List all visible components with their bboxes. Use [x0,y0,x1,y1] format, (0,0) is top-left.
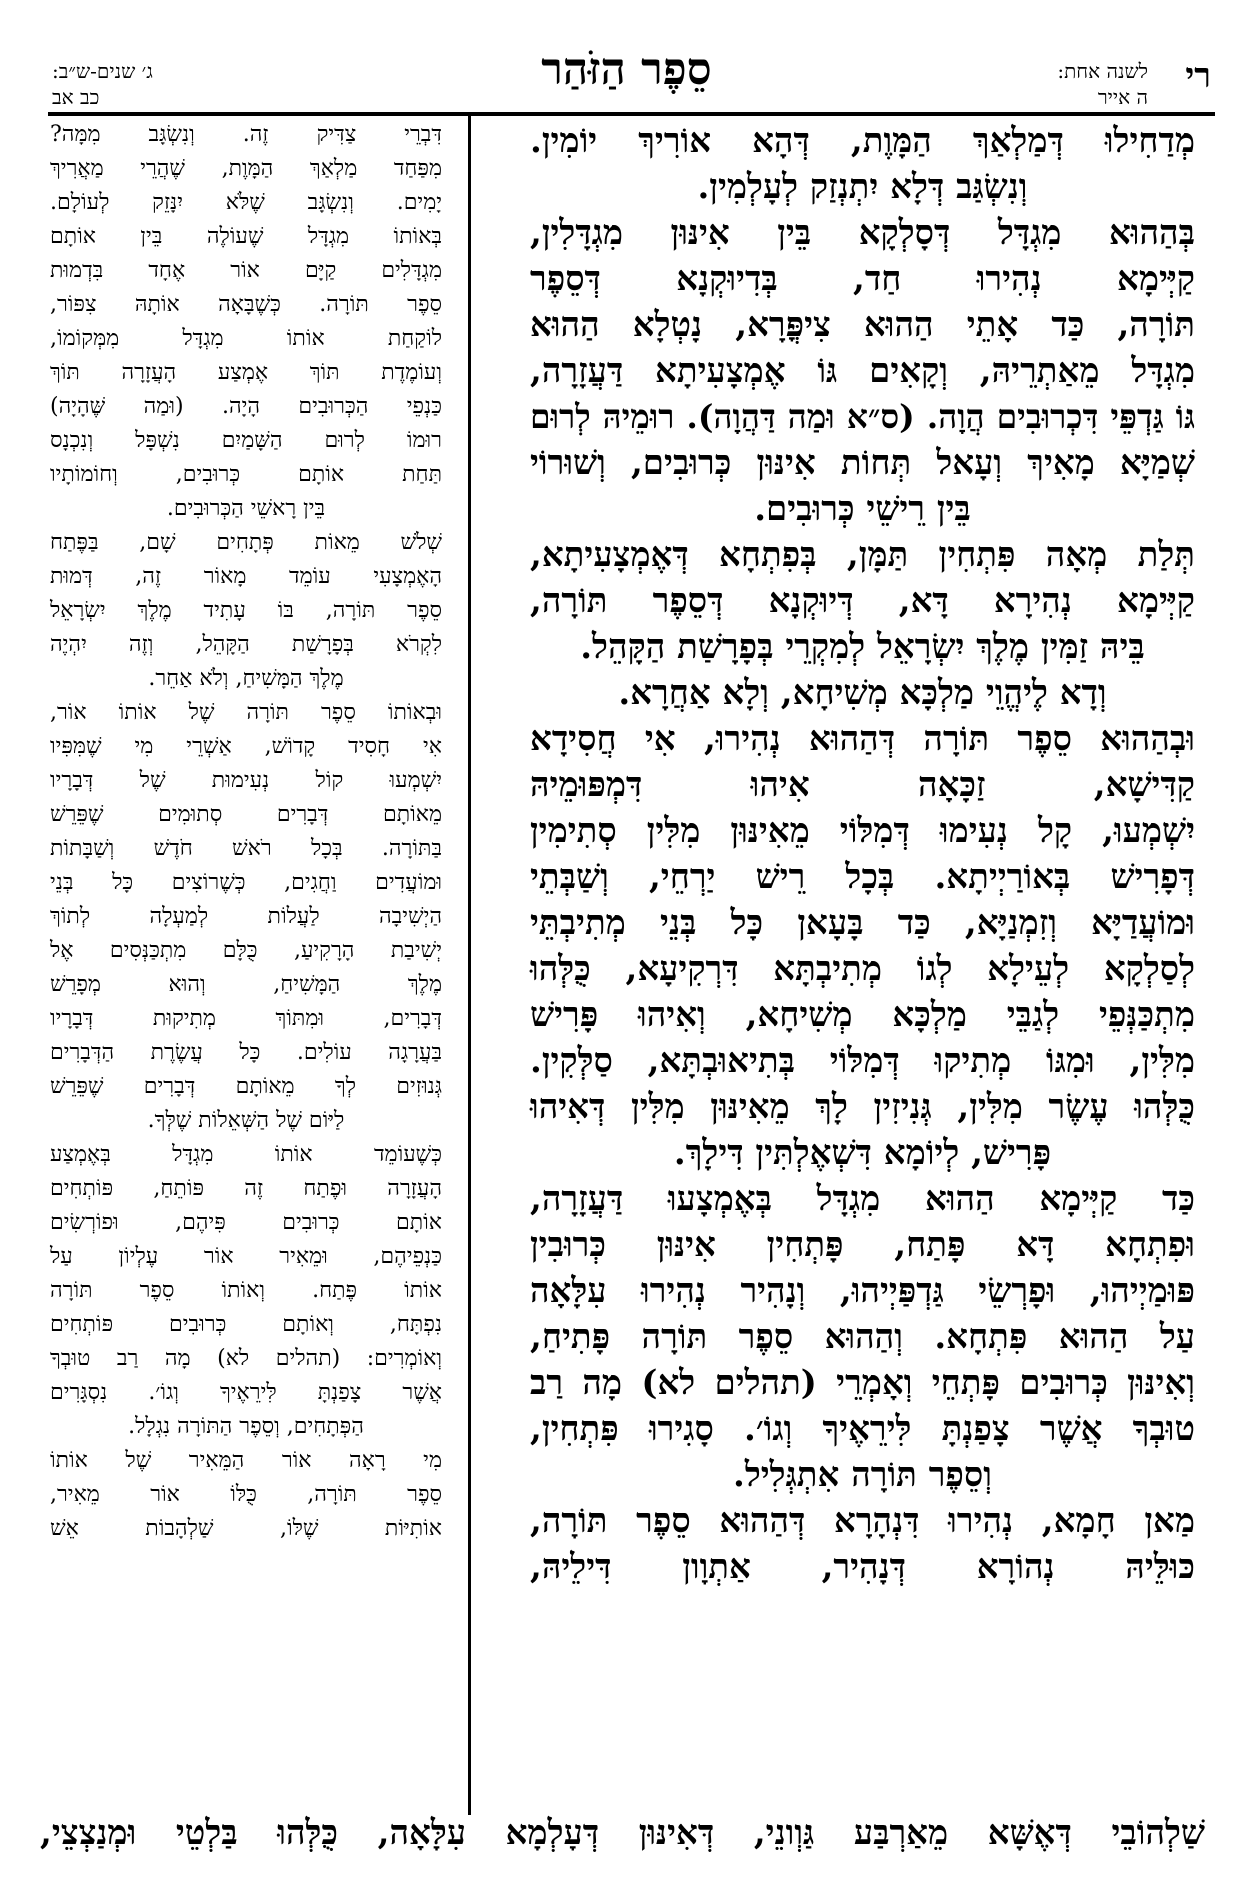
header-right-line2: ה אייר [1097,85,1148,109]
commentary-line: אוֹתוֹ פֶּתַח. וְאוֹתוֹ סֵפֶר תּוֹרָה [50,1278,442,1303]
main-text-line: לְסַלְקָא לְעֵילָא לְגוֹ מְתִיבְתָּא דִּרְקִיעָא, כֻּלְּהוּ [530,949,1195,989]
main-text-line: וְדָא לֶיהֱוֵי מַלְכָּא מְשִׁיחָא, וְלָא אַחֲרָא. [618,673,1107,713]
commentary-line: תַּחַת אוֹתָם כְּרוּבִים, וְחוֹמוֹתָיו [50,462,442,487]
commentary-line: דְּבָרִים, וּמִתּוֹךְ מְתִיקוּת דְּבָרָיו [50,1006,442,1031]
main-text-line: מַאן חָמָא, נְהִירוּ דִּנְהָרָא דְּהַהוּא סֵפֶר תּוֹרָה, [530,1501,1195,1541]
commentary-line: הַיְשִׁיבָה לַעֲלוֹת לְמַעְלָה לְתוֹךְ [50,904,442,929]
commentary-line: יָמִים. וְנִשְׂגָּב שֶׁלֹּא יִנָּזֵק לְעוֹלָם. [50,190,442,215]
main-text-line: מִגְדָּל מֵאַתְרֵיהּ, וְקָאִים גּוֹ אֶמְצָעִיתָא דַּעֲזָרָה, [530,351,1195,391]
main-text-line: וּפִתְחָא דָּא פָּתַח, פָּתְחִין אִינּוּן כְּרוּבִין [530,1225,1195,1265]
commentary-line: וְעוֹמֶדֶת תּוֹךְ אֶמְצַע הָעֲזָרָה תּוֹךְ [50,360,442,385]
commentary-line: הָאֶמְצָעִי עוֹמֵד מָאוֹר זֶה, דְּמוּת [50,564,442,589]
commentary-line: כַּנְפֵיהֶם, וּמֵאִיר אוֹר עֶלְיוֹן עַל [50,1244,442,1269]
main-text-line: שְׁמַיָּא מָאִיךְ וְעָאל תְּחוֹת אִינּוּן כְּרוּבִים, וְשׁוּרוֹי [530,443,1195,483]
main-text-line: וּמוֹעֲדַיָּא וְזִמְנַיָּא, כַּד בָּעָאן כָּל בְּנֵי מְתִיבְתֵּי [530,903,1195,943]
main-text-line: וְאִינּוּן כְּרוּבִים פָּתְחֵי וְאָמְרֵי (תהלים לא) מָה רַב [530,1363,1195,1403]
header-rule [48,112,1215,116]
main-text-line: וְסֵפֶר תּוֹרָה אִתְגְּלִיל. [733,1455,992,1495]
commentary-line: בַּתּוֹרָה. בְּכָל רֹאשׁ חֹדֶשׁ וְשַׁבָּתוֹת [50,836,442,861]
commentary-line: לוֹקַחַת אוֹתוֹ מִגְדָּל מִמְּקוֹמוֹ, [50,326,442,351]
main-text-line: בֵּיהּ זַמִּין מֶלֶךְ יִשְׂרָאֵל לְמִקְרֵי בְּפָרָשַׁת הַקָּהֵל. [580,627,1145,667]
main-text-column [530,118,1195,1590]
main-text-line: בֵּין רֵישֵׁי כְּרוּבִים. [754,489,971,529]
main-text-line: תּוֹרָה, כַּד אָתֵי הַהוּא צִיפֳּרָא, נָטְלָא הַהוּא [530,305,1195,345]
header-left-info [52,58,222,110]
commentary-column [50,118,442,1546]
full-width-line: שַׁלְהוֹבֵי דְּאֶשָּׁא מֵאַרְבַּע גַּוְונֵי, דְּאִינּוּן דְּעָלְמָא עִלָּאָה, כֻּלְּהוּ בַּלְטֵי וּמְנַצְצֵי, [40,1813,1206,1853]
main-text-line: מִלִּין, וּמִגּוֹ מְתִיקוּ דְּמִלּוֹי בְּתִיאוּבְתָּא, סַלְּקִין. [530,1041,1195,1081]
main-text-line: טוּבְךָ אֲשֶׁר צָפַנְתָּ לִּירֵאֶיךָ וְגוֹ׳. סָגִירוּ פִּתְחִין, [530,1409,1195,1449]
main-text-line: בְּהַהוּא מִגְדָּל דְּסָלְקָא בֵּין אִינּוּן מִגְדָּלִין, [530,213,1195,253]
commentary-line: מִפַּחַד מַלְאַךְ הַמָּוֶת, שֶׁהֲרֵי מַאֲרִיךְ [50,156,442,181]
main-text-line: כּוּלֵּיהּ נְהוֹרָא דְּנָהִיר, אַתְוָון דִּילֵיהּ, [530,1547,1195,1587]
commentary-line: נִפְתָּח, וְאוֹתָם כְּרוּבִים פּוֹתְחִים [50,1312,442,1337]
commentary-line: סֵפֶר תּוֹרָה. כְּשֶׁבָּאָה אוֹתָהּ צִפּוֹר, [50,292,442,317]
commentary-line: אִי חָסִיד קָדוֹשׁ, אַשְׁרֵי מִי שֶׁמִּפִּיו [50,734,442,759]
main-text-line: כֻּלְּהוּ עֶשֶׂר מִלִּין, גְּנִיזִין לָךְ מֵאִינּוּן מִלִּין דְּאִיהוּ [530,1087,1195,1127]
commentary-line: דִּבְרֵי צַדִּיק זֶה. וְנִשְׂגָּב מִמָּה? [50,122,442,147]
main-text-line: יִשְׁמְעוּ, קָל נְעִימוּ דְּמִלּוֹי מֵאִינּוּן מִלִּין סְתִימִין [530,811,1195,851]
commentary-line: מֶלֶךְ הַמָּשִׁיחַ, וְלֹא אַחֵר. [148,666,344,691]
commentary-line: וּבְאוֹתוֹ סֵפֶר תּוֹרָה שֶׁל אוֹתוֹ אוֹר, [50,700,442,725]
commentary-line: מֵאוֹתָם דְּבָרִים סְתוּמִים שֶׁפֵּרֵשׁ [50,802,442,827]
commentary-line: לַיּוֹם שֶׁל הַשְּׁאֵלוֹת שֶׁלְּךָ. [147,1108,345,1133]
header-right-line1: לשנה אחת: [1057,59,1148,83]
commentary-line: גְּנוּזִים לְךָ מֵאוֹתָם דְּבָרִים שֶׁפֵּרֵשׁ [50,1074,442,1099]
commentary-line: כְּשֶׁעוֹמֵד אוֹתוֹ מִגְדָּל בְּאֶמְצַע [50,1142,442,1167]
commentary-line: וְאוֹמְרִים: (תהלים לא) מָה רַב טוּבְךָ [50,1346,442,1371]
commentary-line: הַפְּתָחִים, וְסֵפֶר הַתּוֹרָה נִגְלָל. [128,1414,364,1439]
main-text-line: וּבְהַהוּא סֵפֶר תּוֹרָה דְּהַהוּא נְהִירוּ, אִי חֲסִידָא [530,719,1195,759]
commentary-line: אוֹתָם כְּרוּבִים פִּיהֶם, וּפוֹרְשִׂים [50,1210,442,1235]
header-left-line1: ג׳ שנים-ש״ב: [52,59,153,83]
commentary-line: מִי רָאָה אוֹר הַמֵּאִיר שֶׁל אוֹתוֹ [50,1448,442,1473]
main-text-line: דְּפָרִישׁ בְּאוֹרַיְיתָא. בְּכָל רֵישׁ יַרְחֵי, וְשַׁבְּתֵי [530,857,1195,897]
commentary-line: סֵפֶר תּוֹרָה, בּוֹ עָתִיד מֶלֶךְ יִשְׂרָאֵל [50,598,442,623]
commentary-line: בְּאוֹתוֹ מִגְדָּל שֶׁעוֹלֶה בֵּין אוֹתָם [50,224,442,249]
column-divider [468,115,471,1815]
main-text-line: קַיְּימָא נְהִירוּ חַד, בְּדִיוּקְנָא דְּסֵפֶר [530,259,1195,299]
main-text-line: כַּד קַיְּימָא הַהוּא מִגְדָּל בְּאֶמְצָעוּ דַּעֲזָרָה, [530,1179,1195,1219]
main-text-line: מְדַחִילוּ דְּמַלְאַךְ הַמָּוֶת, דְּהָא אוֹרִיךְ יוֹמִין. [530,121,1195,161]
commentary-line: סֵפֶר תּוֹרָה, כֻּלּוֹ אוֹר מֵאִיר, [50,1482,442,1507]
main-text-line: עַל הַהוּא פִּתְחָא. וְהַהוּא סֵפֶר תּוֹרָה פָּתִיחַ, [530,1317,1195,1357]
main-text-line: פּוּמַיְיהוּ, וּפָרְשֵׂי גַּדְפַּיְיהוּ, וְנָהִיר נְהִירוּ עִלָּאָה [530,1271,1195,1311]
main-text-line: גּוֹ גַּדְפֵּי דִּכְרוּבִים הֲוָה. (ס״א וּמַה דַּהֲוָה). רוּמֵיהּ לְרוּם [530,397,1195,436]
commentary-line: יְשִׁיבַת הָרָקִיעַ, כֻּלָּם מִתְכַּנְּסִים אֶל [50,938,442,963]
commentary-line: בֵּין רָאשֵׁי הַכְּרוּבִים. [166,496,326,521]
commentary-line: לִקְרֹא בְּפָרָשַׁת הַקָּהֵל, וְזֶה יִהְיֶה [50,632,442,657]
main-text-line: קַיְּימָא נְהִירָא דָּא, דְּיוּקְנָא דְּסֵפֶר תּוֹרָה, [530,581,1195,621]
header-left-line2: כב אב [52,85,100,109]
main-text-line: וְנִשְׂגַּב דְּלָא יִתְנְזַק לְעָלְמִין. [697,167,1028,207]
commentary-line: וּמוֹעֲדִים וַחֲגִים, כְּשֶׁרוֹצִים כָּל בְּנֵי [50,870,442,895]
commentary-line: רוּמוֹ לְרוּם הַשָּׁמַיִם נִשְׁפָּל וְנִכְנָס [50,428,442,453]
page-number: רי [1185,56,1211,96]
commentary-line: מִגְדָּלִים קַיָּם אוֹר אֶחָד בִּדְמוּת [50,258,442,283]
main-text-line: פָּרִישׁ, לְיוֹמָא דִּשְׁאֶלְתִּין דִּילָךְ. [673,1133,1052,1173]
main-text-line: תְּלַת מְאָה פִּתְחִין תַּמָּן, בְּפִתְחָא דְּאֶמְצָעִיתָא, [530,535,1195,575]
commentary-line: הָעֲזָרָה וּפֶתַח זֶה פּוֹתֵחַ, פּוֹתְחִים [50,1176,442,1201]
commentary-line: אֲשֶׁר צָפַנְתָּ לִּירֵאֶיךָ וְגוֹ׳. נִסְגָּרִים [50,1380,442,1405]
commentary-line: שְׁלֹשׁ מֵאוֹת פְּתָחִים שָׁם, בַּפֶּתַח [50,530,442,555]
commentary-line: כַּנְפֵי הַכְּרוּבִים הָיָה. (וּמַה שֶּׁהָיָה) [50,394,442,419]
main-text-line: קַדִּישָׁא, זַכָּאָה אִיהוּ דִּמְפּוּמֵיהּ [530,765,1195,805]
commentary-line: אוֹתִיּוֹת שֶׁלּוֹ, שַׁלְהָבוֹת אֵשׁ [50,1516,442,1541]
page-title: סֵפֶר הַזֹּהַר [541,44,712,95]
commentary-line: יִשְׁמְעוּ קוֹל נְעִימוּת שֶׁל דְּבָרָיו [50,768,442,793]
commentary-line: בַּעֲרָגָה עוֹלִים. כָּל עֲשֶׂרֶת הַדְּבָרִים [50,1040,442,1065]
commentary-line: מֶלֶךְ הַמָּשִׁיחַ, וְהוּא מְפָרֵשׁ [50,972,442,997]
main-text-line: מִתְכַּנְּפֵי לְגַבֵּי מַלְכָּא מְשִׁיחָא, וְאִיהוּ פָּרִישׁ [530,995,1195,1035]
